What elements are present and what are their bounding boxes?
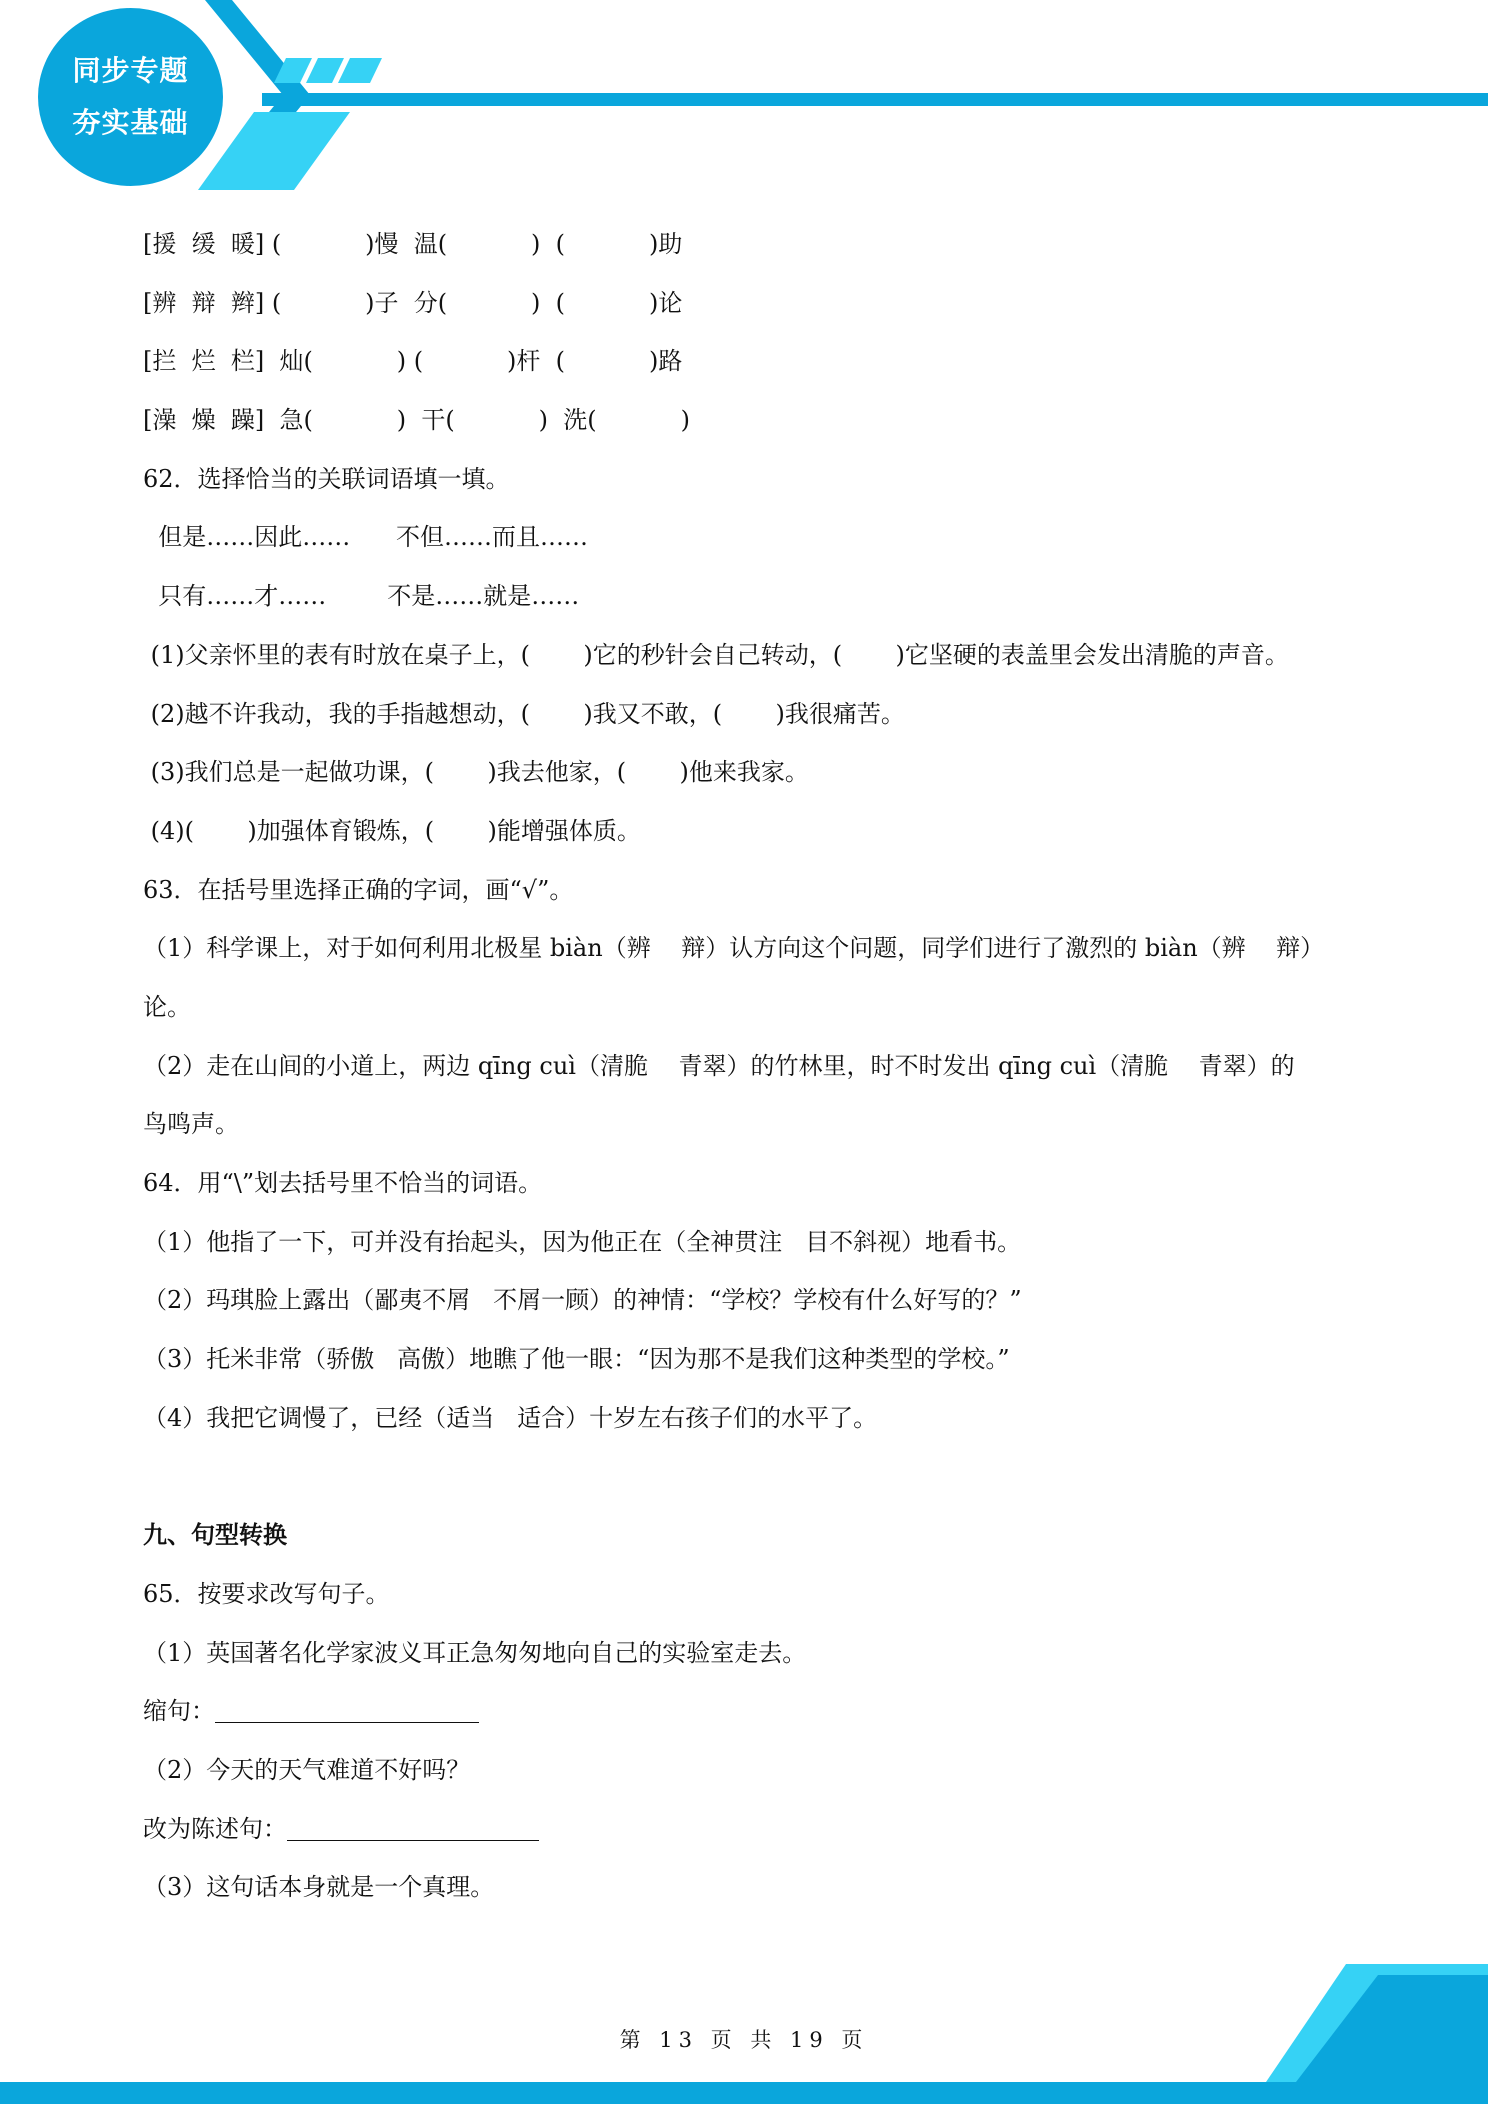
question-63-item-cont: 论。 <box>143 992 191 1021</box>
question-63-item: （2）走在山间的小道上，两边 qīng cuì（清脆 青翠）的竹林里，时不时发出 qīng cuì（清脆 青翠）的 <box>143 1051 1295 1080</box>
question-64-item: （1）他指了一下，可并没有抬起头，因为他正在（全神贯注 目不斜视）地看书。 <box>143 1227 1022 1256</box>
question-65-title: 65．按要求改写句子。 <box>143 1579 390 1608</box>
question-62-title: 62．选择恰当的关联词语填一填。 <box>143 464 510 493</box>
answer-label: 缩句： <box>143 1697 215 1726</box>
question-62-item: (2)越不许我动，我的手指越想动，( )我又不敢，( )我很痛苦。 <box>143 699 905 728</box>
question-64-item: （2）玛琪脸上露出（鄙夷不屑 不屑一顾）的神情：“学校？学校有什么好写的？” <box>143 1286 1022 1315</box>
answer-row <box>143 1800 1363 1859</box>
question-64-item: （3）托米非常（骄傲 高傲）地瞧了他一眼：“因为那不是我们这种类型的学校。” <box>143 1345 1010 1374</box>
word-group-row: [辨 辩 辫] ( )子 分( ) ( )论 <box>143 288 683 317</box>
conjunction-options: 只有……才…… 不是……就是…… <box>143 582 580 611</box>
answer-blank[interactable] <box>215 1700 479 1723</box>
spacer <box>143 1447 1363 1506</box>
question-65-item: （2）今天的天气难道不好吗？ <box>143 1755 471 1784</box>
question-63-title: 63．在括号里选择正确的字词，画“√”。 <box>143 875 574 904</box>
question-64-title: 64．用“\”划去括号里不恰当的词语。 <box>143 1169 543 1197</box>
question-65-item: （3）这句话本身就是一个真理。 <box>143 1873 495 1902</box>
question-62-item: (1)父亲怀里的表有时放在桌子上，( )它的秒针会自己转动，( )它坚硬的表盖里会发出清脆的声音。 <box>143 640 1289 669</box>
word-group-row: [拦 烂 栏] 灿( ) ( )杆 ( )路 <box>143 347 683 376</box>
question-64-item: （4）我把它调慢了，已经（适当 适合）十岁左右孩子们的水平了。 <box>143 1403 878 1432</box>
header-badge <box>38 8 223 186</box>
question-65-item: （1）英国著名化学家波义耳正急匆匆地向自己的实验室走去。 <box>143 1638 807 1667</box>
answer-blank[interactable] <box>287 1818 539 1841</box>
question-62-item: (3)我们总是一起做功课，( )我去他家，( )他来我家。 <box>143 758 809 787</box>
word-group-row: [澡 燥 躁] 急( ) 干( ) 洗( ) <box>143 406 690 435</box>
badge-line-2: 夯实基础 <box>72 106 189 139</box>
question-63-item-cont: 鸟鸣声。 <box>143 1110 239 1139</box>
question-63-item: （1）科学课上，对于如何利用北极星 biàn（辨 辩）认方向这个问题，同学们进行了激烈的 biàn（辨 辩） <box>143 934 1325 963</box>
word-group-row: [援 缓 暖] ( )慢 温( ) ( )助 <box>143 230 683 258</box>
question-62-item: (4)( )加强体育锻炼，( )能增强体质。 <box>143 816 641 845</box>
answer-label: 改为陈述句： <box>143 1814 287 1843</box>
page-content <box>143 215 1363 1917</box>
section-title: 九、句型转换 <box>143 1521 287 1550</box>
answer-row <box>143 1682 1363 1741</box>
page-number: 第 13 页 共 19 页 <box>619 2028 869 2052</box>
badge-line-1: 同步专题 <box>72 54 189 87</box>
conjunction-options: 但是……因此…… 不但……而且…… <box>143 523 589 552</box>
